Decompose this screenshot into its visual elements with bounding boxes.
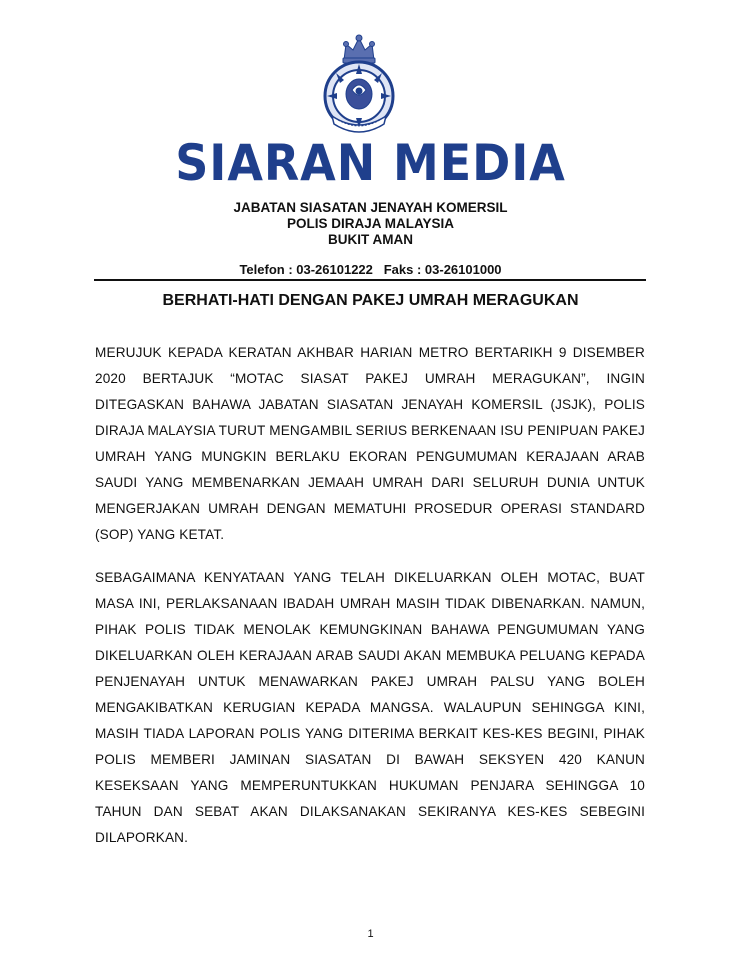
siaran-media-title: SIARAN MEDIA [175,134,566,192]
body-paragraph-1: MERUJUK KEPADA KERATAN AKHBAR HARIAN METRO BERTARIKH 9 DISEMBER 2020 BERTAJUK “MOTAC SIASAT PAKEJ UMRAH MERAGUKAN”, INGIN DITEGASKAN BAHAWA JABATAN SIASATAN JENAYAH KOMERSIL (JSJK), POLIS DIRAJA MALAYSIA TURUT MENGAMBIL SERIUS BERKENAAN ISU PENIPUAN PAKEJ UMRAH YANG MUNGKIN BERLAKU EKORAN PENGUMUMAN KERAJAAN ARAB SAUDI YANG MEMBENARKAN JEMAAH UMRAH DARI SELURUH DUNIA UNTUK MENGERJAKAN UMRAH DENGAN MEMATUHI PROSEDUR OPERASI STANDARD (SOP) YANG KETAT. [95,345,645,542]
department-name: JABATAN SIASATAN JENAYAH KOMERSIL [233,200,508,215]
contact-line: Telefon : 03-26101222 Faks : 03-26101000 [239,262,502,277]
header-divider [94,279,646,281]
body-paragraph-2: SEBAGAIMANA KENYATAAN YANG TELAH DIKELUARKAN OLEH MOTAC, BUAT MASA INI, PERLAKSANAAN IBADAH UMRAH MASIH TIDAK DIBENARKAN. NAMUN, PIHAK POLIS TIDAK MENOLAK KEMUNGKINAN BAHAWA PENGUMUMAN YANG DIKELUARKAN OLEH KERAJAAN ARAB SAUDI AKAN MEMBUKA PELUANG KEPADA PENJENAYAH UNTUK MENAWARKAN PAKEJ UMRAH PALSU YANG BOLEH MENGAKIBATKAN KERUGIAN KEPADA MANGSA. WALAUPUN SEHINGGA KINI, MASIH TIADA LAPORAN POLIS YANG DITERIMA BERKAIT KES-KES BEGINI, PIHAK POLIS MEMBERI JAMINAN SIASATAN DI BAWAH SEKSYEN 420 KANUN KESEKSAAN YANG MEMPERUNTUKKAN HUKUMAN PENJARA SEHINGGA 10 TAHUN DAN SEBAT AKAN DILAKSANAKAN SEKIRANYA KES-KES SEBEGINI DILAPORKAN. [95,570,645,845]
location-name: BUKIT AMAN [328,232,413,247]
police-crest-icon [318,30,400,134]
organization-name: POLIS DIRAJA MALAYSIA [286,216,455,231]
page-number: 1 [367,928,374,940]
press-release-headline: BERHATI-HATI DENGAN PAKEJ UMRAH MERAGUKAN [162,292,579,309]
